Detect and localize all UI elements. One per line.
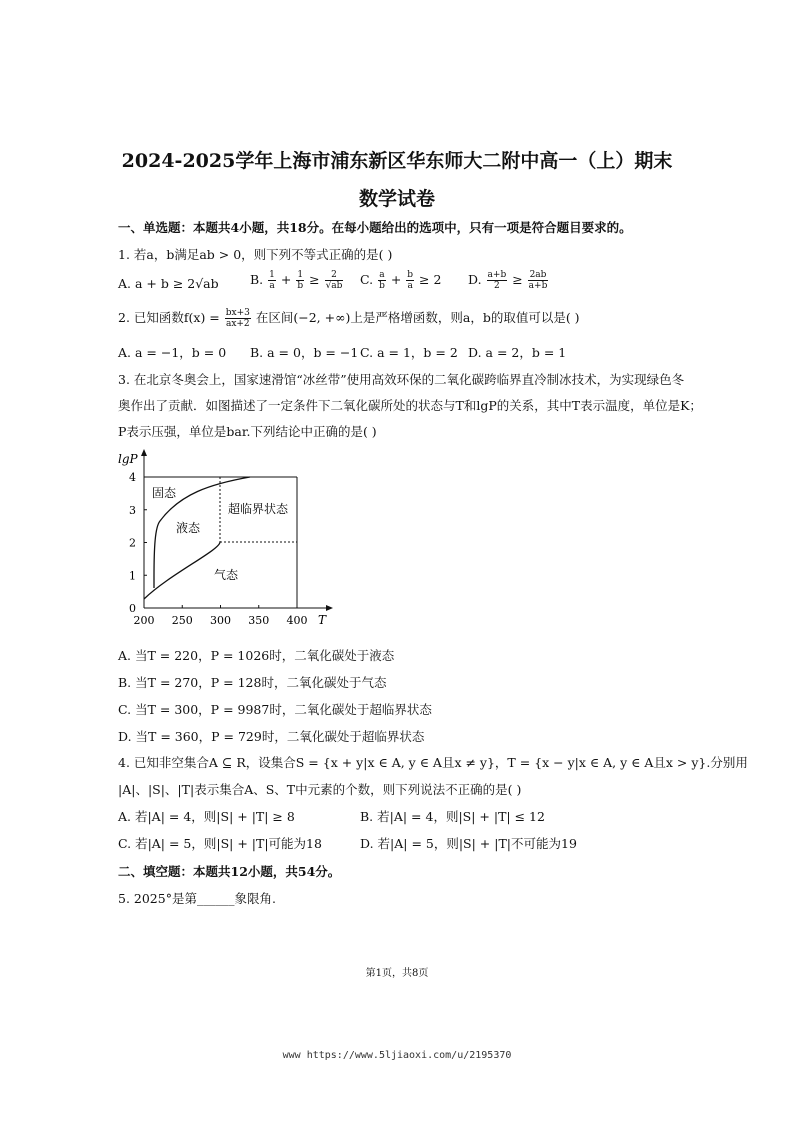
x-tick-label: 300 xyxy=(210,614,231,627)
question-2-option-b: B. a = 0，b = −1 xyxy=(250,345,359,360)
denominator: a xyxy=(269,281,275,291)
fraction xyxy=(325,270,344,291)
x-tick-label: 250 xyxy=(171,614,193,627)
fraction xyxy=(268,270,276,291)
section-heading-single-choice: 一、单选题：本题共4小题，共18分。在每小题给出的选项中，只有一项是符合题目要求的。 xyxy=(118,220,632,235)
fraction xyxy=(378,270,386,291)
section-heading-fill-blank: 二、填空题：本题共12小题，共54分。 xyxy=(118,864,341,879)
y-tick-label: 2 xyxy=(129,536,136,550)
question-2-option-c: C. a = 1，b = 2 xyxy=(360,345,458,360)
numerator: a xyxy=(379,270,385,280)
denominator: ax+2 xyxy=(225,319,250,329)
fraction xyxy=(487,270,508,291)
question-1-stem: 1. 若a，b满足ab > 0，则下列不等式正确的是( ) xyxy=(118,247,393,262)
question-2-stem xyxy=(118,308,580,329)
question-1-option-a: A. a + b ≥ 2√ab xyxy=(118,276,219,291)
question-1-option-d xyxy=(468,270,549,291)
y-tick-label: 1 xyxy=(129,569,136,583)
question-4-option-d: D. 若|A| = 5，则|S| + |T|不可能为19 xyxy=(360,836,577,851)
numerator: 1 xyxy=(269,270,275,280)
operator: ≥ 2 xyxy=(419,272,442,287)
question-4-option-b: B. 若|A| = 4，则|S| + |T| ≤ 12 xyxy=(360,809,545,824)
fraction xyxy=(406,270,414,291)
y-tick-label: 0 xyxy=(129,602,136,615)
fraction xyxy=(296,270,304,291)
region-supercritical: 超临界状态 xyxy=(228,502,289,516)
region-liquid: 液态 xyxy=(176,521,201,535)
x-axis-arrow xyxy=(326,605,333,611)
denominator: b xyxy=(379,281,385,291)
numerator: b xyxy=(407,270,414,280)
operator: + xyxy=(280,272,292,287)
page-footer: 第1页，共8页 xyxy=(365,968,429,979)
question-4-stem-line1: 4. 已知非空集合A ⊆ R，设集合S = {x + y|x ∈ A, y ∈ A且x ≠ y}，T = {x − y|x ∈ A, y ∈ A且x > y}.分别用 xyxy=(118,755,748,770)
phase-diagram xyxy=(110,448,340,633)
operator: ≥ xyxy=(512,272,523,287)
question-3-stem-line3: P表示压强，单位是bar.下列结论中正确的是( ) xyxy=(118,424,377,439)
question-2-option-d: D. a = 2，b = 1 xyxy=(468,345,567,360)
x-axis-label: T xyxy=(318,613,327,627)
question-3-option-b: B. 当T = 270，P = 128时，二氧化碳处于气态 xyxy=(118,675,387,690)
region-solid: 固态 xyxy=(152,486,177,500)
y-axis-arrow xyxy=(141,449,147,456)
denominator: a xyxy=(407,281,413,291)
question-3-option-a: A. 当T = 220，P = 1026时，二氧化碳处于液态 xyxy=(118,648,395,663)
watermark-url: www https://www.5ljiaoxi.com/u/2195370 xyxy=(282,1050,512,1061)
question-3-stem-line2: 奥作出了贡献．如图描述了一定条件下二氧化碳所处的状态与T和lgP的关系，其中T表示温度，单位是K； xyxy=(118,398,702,413)
x-tick-label: 400 xyxy=(286,614,308,627)
denominator: 2 xyxy=(494,281,500,291)
denominator: √ab xyxy=(325,281,343,291)
question-4-stem-line2: |A|、|S|、|T|表示集合A、S、T中元素的个数，则下列说法不正确的是( ) xyxy=(118,782,522,797)
option-label: C. xyxy=(360,272,374,287)
denominator: b xyxy=(297,281,304,291)
operator: ≥ xyxy=(309,272,320,287)
x-tick-label: 350 xyxy=(248,614,270,627)
numerator: 2ab xyxy=(529,270,547,280)
question-5-stem: 5. 2025°是第______象限角. xyxy=(118,891,276,906)
option-label: B. xyxy=(250,272,264,287)
question-3-stem-line1: 3. 在北京冬奥会上，国家速滑馆“冰丝带”使用高效环保的二氧化碳跨临界直冷制冰技术，为实现绿色冬 xyxy=(118,372,685,387)
fraction xyxy=(528,270,549,291)
y-tick-label: 3 xyxy=(129,503,136,517)
option-label: D. xyxy=(468,272,482,287)
stem-suffix: 在区间(−2, +∞)上是严格增函数，则a，b的取值可以是( ) xyxy=(255,310,580,325)
question-3-option-c: C. 当T = 300，P = 9987时，二氧化碳处于超临界状态 xyxy=(118,702,432,717)
y-tick-label: 4 xyxy=(129,471,136,484)
exam-title-line2: 数学试卷 xyxy=(358,188,435,210)
exam-title-line1: 2024-2025学年上海市浦东新区华东师大二附中高一（上）期末 xyxy=(121,150,673,172)
numerator: bx+3 xyxy=(225,308,250,318)
question-3-option-d: D. 当T = 360，P = 729时，二氧化碳处于超临界状态 xyxy=(118,729,425,744)
question-1-option-c xyxy=(360,270,441,291)
numerator: 2 xyxy=(325,270,344,281)
question-4-option-c: C. 若|A| = 5，则|S| + |T|可能为18 xyxy=(118,836,322,851)
question-4-option-a: A. 若|A| = 4，则|S| + |T| ≥ 8 xyxy=(118,809,295,824)
numerator: 1 xyxy=(297,270,304,280)
question-2-option-a: A. a = −1，b = 0 xyxy=(118,345,227,360)
region-gas: 气态 xyxy=(214,568,239,582)
fraction xyxy=(225,308,251,329)
stem-prefix: 2. 已知函数f(x) = xyxy=(118,310,220,325)
denominator: a+b xyxy=(528,281,548,291)
operator: + xyxy=(390,272,402,287)
x-tick-label: 200 xyxy=(133,614,155,627)
y-axis-label: lgP xyxy=(118,452,138,466)
numerator: a+b xyxy=(487,270,507,280)
question-1-option-b xyxy=(250,270,344,291)
gas-liquid-boundary xyxy=(144,542,220,599)
